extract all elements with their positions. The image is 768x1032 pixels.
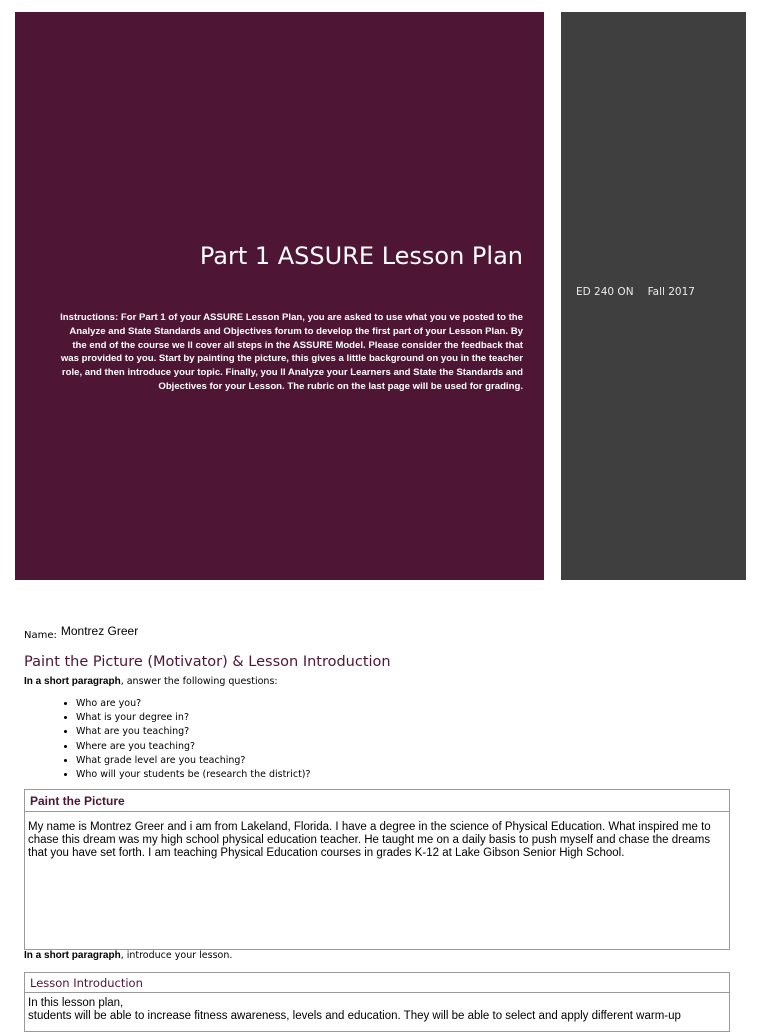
lead-rest: , answer the following questions: xyxy=(120,676,278,687)
list-item: • What are you teaching? xyxy=(76,725,311,739)
lead-instruction-2 xyxy=(24,950,232,961)
instructions-text: Instructions: For Part 1 of your ASSURE Lesson Plan, you are asked to use what you ve posted to the Analyze and State Standards and Objectives forum to develop the first part of your Lesson Plan. By the end of the course we ll cover all steps in the ASSURE Model. Please consider the feedback that was provided to you. Start by painting the picture, this gives a little background on you in the teacher role, and then introduce your topic. Finally, you ll Analyze your Learners and State the Standards and Objectives for your Lesson. The rubric on the last page will be used for grading. xyxy=(60,312,523,392)
cover-panel xyxy=(15,12,544,580)
paint-picture-header: Paint the Picture xyxy=(25,790,729,812)
section-heading: Paint the Picture (Motivator) & Lesson Introduction xyxy=(24,654,391,670)
paint-picture-text[interactable]: My name is Montrez Greer and i am from Lakeland, Florida. I have a degree in the science of Physical Education. What inspired me to chase this dream was my high school physical education teacher. He taught me on a daily basis to push myself and chase the dreams that you have set forth. I am teaching Physical Education courses in grades K-12 at Lake Gibson Senior High School. xyxy=(28,821,711,859)
lesson-intro-box[interactable] xyxy=(24,972,730,1032)
lead-bold: In a short paragraph xyxy=(24,676,121,687)
list-item: • Where are you teaching? xyxy=(76,740,311,754)
list-item: • Who are you? xyxy=(76,697,311,711)
course-info xyxy=(576,286,695,298)
question-list xyxy=(58,697,311,782)
list-item: • Who will your students be (research the district)? xyxy=(76,768,311,782)
lesson-intro-line-1: In this lesson plan, xyxy=(28,997,124,1009)
course-info-panel xyxy=(561,12,746,580)
student-name: Montrez Greer xyxy=(60,624,139,638)
lead-instruction xyxy=(24,676,278,687)
lead2-rest: , introduce your lesson. xyxy=(120,950,233,961)
lead2-bold: In a short paragraph xyxy=(24,950,121,961)
course-term: Fall 2017 xyxy=(647,286,695,298)
lesson-intro-header: Lesson Introduction xyxy=(25,973,729,993)
paint-picture-box[interactable] xyxy=(24,789,730,950)
lesson-intro-line-2: students will be able to increase fitness awareness, levels and education. They will be able to select and apply different warm-up xyxy=(28,1010,681,1022)
list-item: • What is your degree in? xyxy=(76,711,311,725)
document-title: Part 1 ASSURE Lesson Plan xyxy=(199,242,523,270)
name-label: Name: xyxy=(24,630,57,641)
list-item: • What grade level are you teaching? xyxy=(76,754,311,768)
course-code: ED 240 ON xyxy=(576,286,634,298)
student-name-row xyxy=(24,624,138,641)
lesson-intro-text[interactable] xyxy=(25,993,729,1023)
